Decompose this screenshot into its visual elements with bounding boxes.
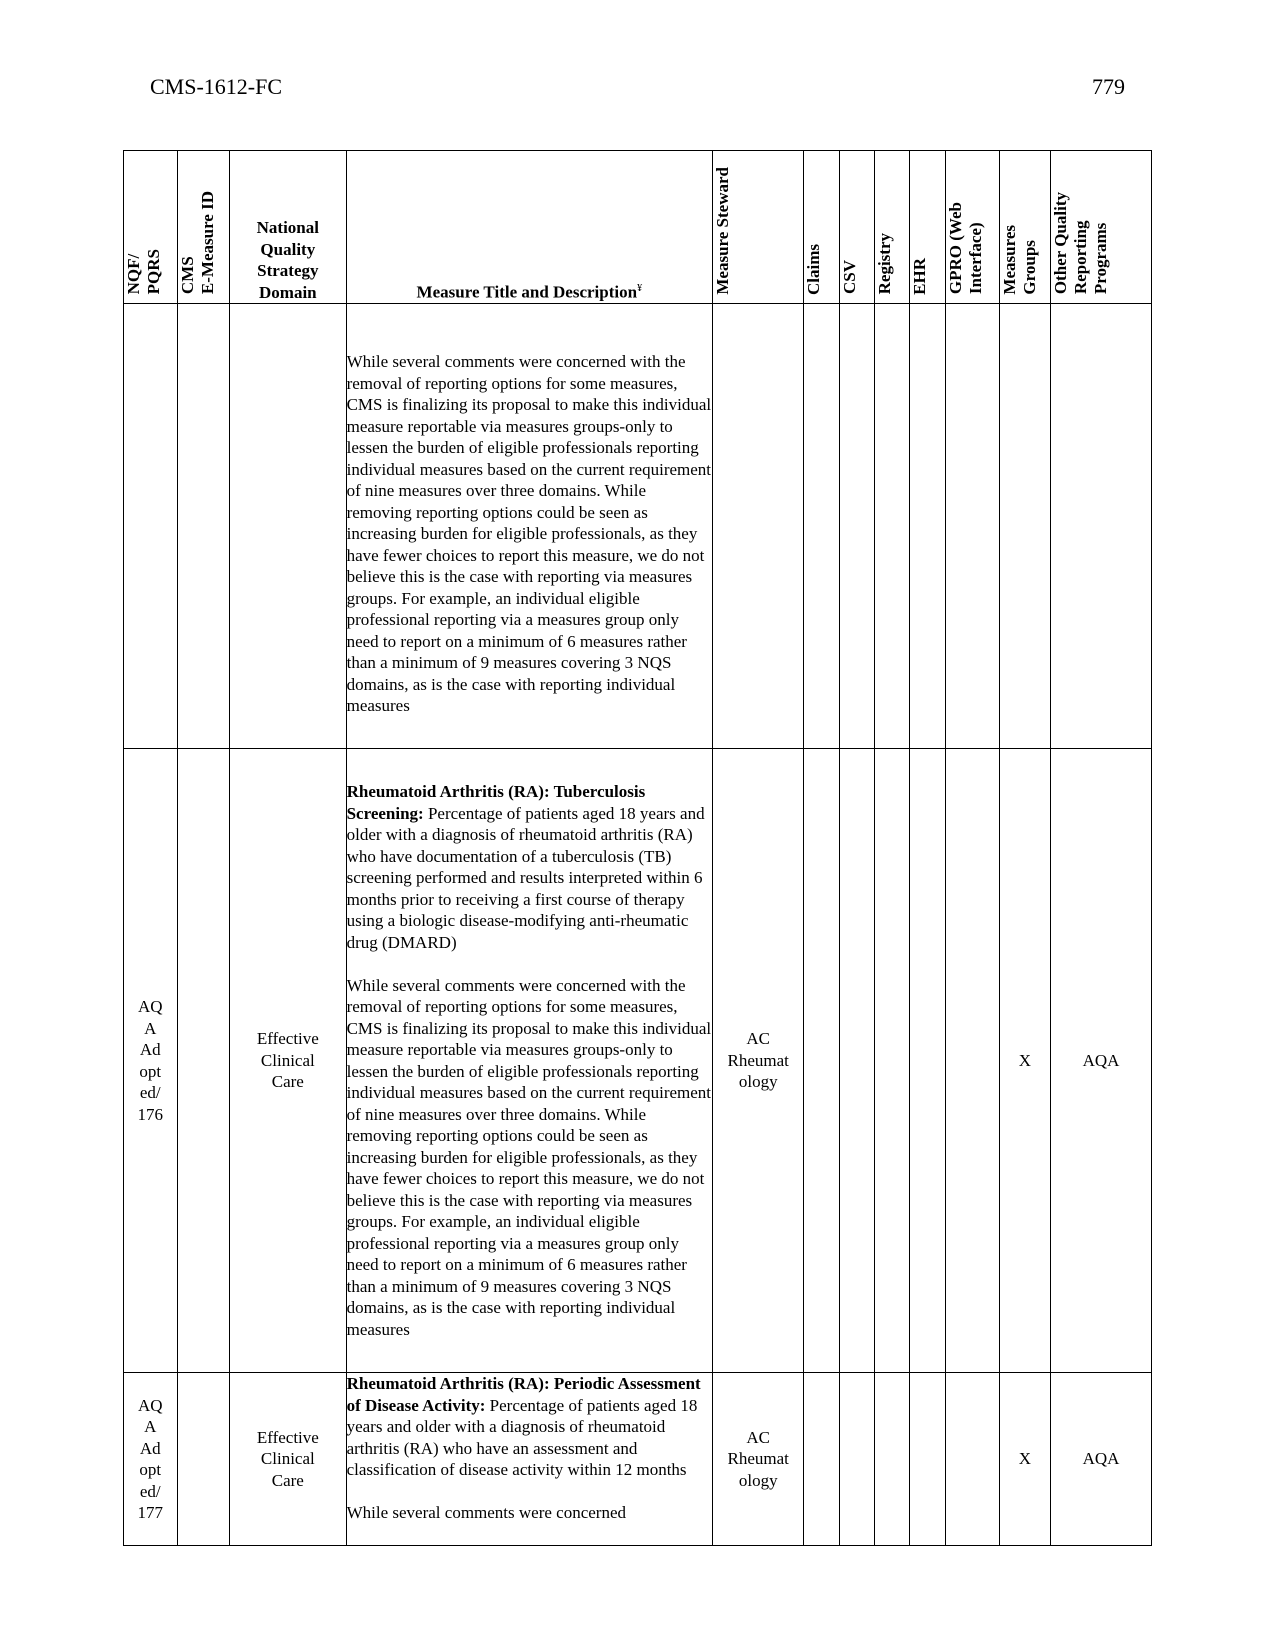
measure-comment-text: While several comments were concerned (346, 1503, 627, 1522)
col-header-registry: Registry (874, 151, 910, 304)
col-header-csv: CSV (840, 151, 875, 304)
col-header-nqf-pqrs: NQF/ PQRS (124, 151, 178, 304)
table-row (124, 304, 1152, 749)
cell-ehr (910, 749, 946, 1373)
measures-table (123, 150, 1152, 1546)
cell-other-programs: AQA (1051, 1373, 1152, 1546)
cell-csv (840, 304, 875, 749)
measure-title-description: Rheumatoid Arthritis (RA): Periodic Assessment of Disease Activity: Percentage of patients aged 18 years and older with a diagnosis of rheumatoid arthritis (RA) who have an assessment and classification of disease activity within 12 months (346, 1374, 701, 1479)
measure-title: Rheumatoid Arthritis (RA): Periodic Assessment of Disease Activity: (346, 1374, 701, 1415)
table-header-row (124, 151, 1152, 304)
cell-measures-groups: X (999, 749, 1050, 1373)
document-id: CMS-1612-FC (150, 74, 283, 99)
cell-measure-description (346, 749, 712, 1373)
cell-registry (874, 304, 910, 749)
cell-ehr (910, 304, 946, 749)
cell-steward: AC Rheumat ology (713, 1373, 804, 1546)
cell-gpro (946, 1373, 1000, 1546)
table-row (124, 749, 1152, 1373)
cell-nqs-domain: Effective Clinical Care (230, 1373, 347, 1546)
yen-footnote-mark: ¥ (637, 282, 643, 294)
page-header (150, 74, 1125, 104)
col-header-gpro: GPRO (Web Interface) (946, 151, 1000, 304)
cell-measures-groups (999, 304, 1050, 749)
col-header-claims: Claims (804, 151, 840, 304)
cell-ehr (910, 1373, 946, 1546)
cell-registry (874, 749, 910, 1373)
page-number: 779 (1092, 74, 1125, 99)
cell-cms-emeasure-id (177, 304, 230, 749)
col-header-cms-emeasure-id: CMS E-Measure ID (177, 151, 230, 304)
measure-comment-text: While several comments were concerned with the removal of reporting options for some measures, CMS is finalizing its proposal to make this individual measure reportable via measures groups-only to lessen the burden of eligible professionals reporting individual measures based on the current requirement of nine measures over three domains. While removing reporting options could be seen as increasing burden for eligible professionals, as they have fewer choices to report this measure, we do not believe this is the case with reporting via measures groups. For example, an individual eligible professional reporting via a measures group only need to report on a minimum of 6 measures rather than a minimum of 9 measures covering 3 NQS domains, as is the case with reporting individual measures (346, 352, 712, 716)
cell-nqf-pqrs: AQ A Ad opt ed/ 177 (124, 1373, 178, 1546)
cell-other-programs (1051, 304, 1152, 749)
cell-claims (804, 749, 840, 1373)
cell-csv (840, 1373, 875, 1546)
cell-csv (840, 749, 875, 1373)
cell-cms-emeasure-id (177, 1373, 230, 1546)
cell-cms-emeasure-id (177, 749, 230, 1373)
col-header-measures-groups: Measures Groups (999, 151, 1050, 304)
cell-steward (713, 304, 804, 749)
cell-claims (804, 1373, 840, 1546)
cell-nqf-pqrs (124, 304, 178, 749)
cell-nqs-domain (230, 304, 347, 749)
table-row (124, 1373, 1152, 1546)
cell-nqs-domain: Effective Clinical Care (230, 749, 347, 1373)
col-header-measure-steward: Measure Steward (713, 151, 804, 304)
cell-gpro (946, 304, 1000, 749)
col-header-nqs-domain: National Quality Strategy Domain (230, 151, 347, 304)
col-header-measure-title: Measure Title and Description¥ (346, 151, 712, 304)
col-header-ehr: EHR (910, 151, 946, 304)
cell-measure-description (346, 1373, 712, 1546)
cell-measures-groups: X (999, 1373, 1050, 1546)
col-header-other-programs: Other Quality Reporting Programs (1051, 151, 1152, 304)
cell-nqf-pqrs: AQ A Ad opt ed/ 176 (124, 749, 178, 1373)
cell-measure-description (346, 304, 712, 749)
measure-title-description: Rheumatoid Arthritis (RA): Tuberculosis Screening: Percentage of patients aged 18 years and older with a diagnosis of rheumatoid arthritis (RA) who have documentation of a tuberculosis (TB) screening performed and results interpreted within 6 months prior to receiving a first course of therapy using a biologic disease-modifying anti-rheumatic drug (DMARD) (346, 782, 705, 952)
cell-claims (804, 304, 840, 749)
measure-comment-text: While several comments were concerned with the removal of reporting options for some measures, CMS is finalizing its proposal to make this individual measure reportable via measures groups-only to lessen the burden of eligible professionals reporting individual measures based on the current requirement of nine measures over three domains. While removing reporting options could be seen as increasing burden for eligible professionals, as they have fewer choices to report this measure, we do not believe this is the case with reporting via measures groups. For example, an individual eligible professional reporting via a measures group only need to report on a minimum of 6 measures rather than a minimum of 9 measures covering 3 NQS domains, as is the case with reporting individual measures (346, 975, 712, 1339)
measure-title: Rheumatoid Arthritis (RA): Tuberculosis Screening: (346, 782, 646, 823)
cell-steward: AC Rheumat ology (713, 749, 804, 1373)
cell-registry (874, 1373, 910, 1546)
cell-other-programs: AQA (1051, 749, 1152, 1373)
cell-gpro (946, 749, 1000, 1373)
